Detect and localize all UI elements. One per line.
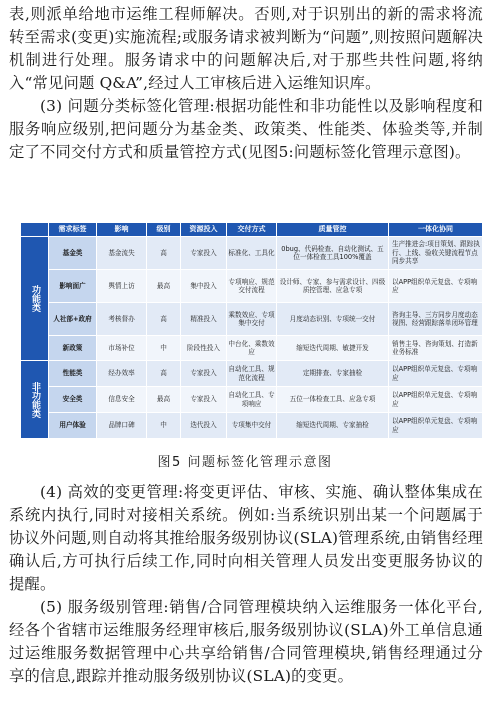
- group-label-nonfunctional: 非功能类: [21, 361, 49, 439]
- figure-table: [20, 222, 483, 439]
- row-tag: 基金类: [49, 237, 97, 270]
- table-cell: 销售主导、咨询策划、打造新业务标准: [389, 336, 483, 361]
- table-cell: 以APP组织单元复盘、专项响应: [389, 270, 483, 303]
- paragraph: (5) 服务级别管理:销售/合同管理模块纳入运维服务一体化平台,经各个省辖市运维服务经理审核后,服务级别协议(SLA)外工单信息通过运维服务数据管理中心共享给销售/合同管理模块,销售经理通过分享的信息,跟踪并推动服务级别协议(SLA)的变更。: [9, 598, 483, 685]
- table-cell: 以APP组织单元复盘、专项响应: [389, 387, 483, 413]
- table-cell: 高: [147, 303, 181, 336]
- table-cell: 经办效率: [97, 361, 147, 387]
- header-cell: 需求标签: [49, 223, 97, 237]
- table-row: [21, 270, 483, 303]
- table-row: [21, 336, 483, 361]
- paragraph: (3) 问题分类标签化管理:根据功能性和非功能性以及影响程度和服务响应级别,把问题分为基金类、政策类、性能类、体验类等,并制定了不同交付方式和质量管控方式(见图5:问题标签化管理示意图)。: [9, 97, 483, 161]
- table-cell: 基金流失: [97, 237, 147, 270]
- table-cell: 月度动态识别、专项统一交付: [277, 303, 389, 336]
- body-text-top: [9, 3, 483, 164]
- table-row: [21, 361, 483, 387]
- table-cell: 设计师、专家、参与需求设计、四级质控管理、应急专项: [277, 270, 389, 303]
- table-cell: 标准化、工具化: [227, 237, 277, 270]
- table-cell: 0bug、代码检查、自动化测试、五位一体检查工具100%覆盖: [277, 237, 389, 270]
- table-cell: 专项响应、规范交付流程: [227, 270, 277, 303]
- row-tag: 影响面广: [49, 270, 97, 303]
- group-label-functional: 功能类: [21, 237, 49, 361]
- header-cell: 影响: [97, 223, 147, 237]
- tag-management-figure: [20, 222, 482, 437]
- table-cell: 专项集中交付: [227, 413, 277, 439]
- table-cell: 乘数效应、专项集中交付: [227, 303, 277, 336]
- header-cell: 资源投入: [181, 223, 227, 237]
- table-cell: 咨询主导、三方同步月度动态视图、经营跟踪落单闭环管理: [389, 303, 483, 336]
- table-cell: 以APP组织单元复盘、专项响应: [389, 361, 483, 387]
- table-row: [21, 413, 483, 439]
- table-cell: 专家投入: [181, 387, 227, 413]
- table-cell: 中台化、乘数效应: [227, 336, 277, 361]
- table-cell: 缩短迭代周期、专家抽检: [277, 413, 389, 439]
- row-tag: 安全类: [49, 387, 97, 413]
- table-cell: 最高: [147, 270, 181, 303]
- table-cell: 迭代投入: [181, 413, 227, 439]
- row-tag: 人社部+政府: [49, 303, 97, 336]
- table-cell: 专家投入: [181, 237, 227, 270]
- table-cell: 品牌口碑: [97, 413, 147, 439]
- table-cell: 自动化工具、规范化流程: [227, 361, 277, 387]
- table-cell: 缩短迭代周期、敏捷开发: [277, 336, 389, 361]
- table-cell: 生产推进会:项目策划、跟踪执行、上线、验收关键流程节点同步共享: [389, 237, 483, 270]
- table-cell: 信息安全: [97, 387, 147, 413]
- header-cell: 级别: [147, 223, 181, 237]
- table-cell: 考核督办: [97, 303, 147, 336]
- table-cell: 定期排查、专家抽检: [277, 361, 389, 387]
- table-cell: 高: [147, 361, 181, 387]
- table-cell: 中: [147, 336, 181, 361]
- header-cell: 交付方式: [227, 223, 277, 237]
- table-row: [21, 387, 483, 413]
- table-row: [21, 303, 483, 336]
- table-row: [21, 237, 483, 270]
- figure-header-row: [21, 223, 483, 237]
- table-cell: 中: [147, 413, 181, 439]
- row-tag: 新政策: [49, 336, 97, 361]
- header-cell: 一体化协同: [389, 223, 483, 237]
- paragraph: 表,则派单给地市运维工程师解决。否则,对于识别出的新的需求将流转至需求(变更)实施流程;或服务请求被判断为“问题”,则按照问题解决机制进行处理。服务请求中的问题解决后,对于那些共性问题,将纳入“常见问题 Q&A”,经过人工审核后进入运维知识库。: [9, 5, 483, 92]
- paragraph: (4) 高效的变更管理:将变更评估、审核、实施、确认整体集成在系统内执行,同时对接相关系统。例如:当系统识别出某一个问题属于协议外问题,则自动将其推给服务级别协议(SLA)管理系统,由销售经理确认后,方可执行后续工作,同时向相关管理人员发出变更服务协议的提醒。: [9, 483, 483, 593]
- table-cell: 舆情上访: [97, 270, 147, 303]
- table-cell: 市场补位: [97, 336, 147, 361]
- body-text-bottom: [9, 481, 483, 688]
- figure-caption: 图5 问题标签化管理示意图: [157, 455, 333, 470]
- table-cell: 五位一体检查工具、应急专项: [277, 387, 389, 413]
- table-cell: 自动化工具、专项响应: [227, 387, 277, 413]
- table-cell: 专家投入: [181, 361, 227, 387]
- table-cell: 最高: [147, 387, 181, 413]
- corner-cell: [21, 223, 49, 237]
- table-cell: 集中投入: [181, 270, 227, 303]
- table-cell: 阶段性投入: [181, 336, 227, 361]
- table-cell: 以APP组织单元复盘、专项响应: [389, 413, 483, 439]
- header-cell: 质量管控: [277, 223, 389, 237]
- table-cell: 高: [147, 237, 181, 270]
- row-tag: 性能类: [49, 361, 97, 387]
- row-tag: 用户体验: [49, 413, 97, 439]
- table-cell: 精准投入: [181, 303, 227, 336]
